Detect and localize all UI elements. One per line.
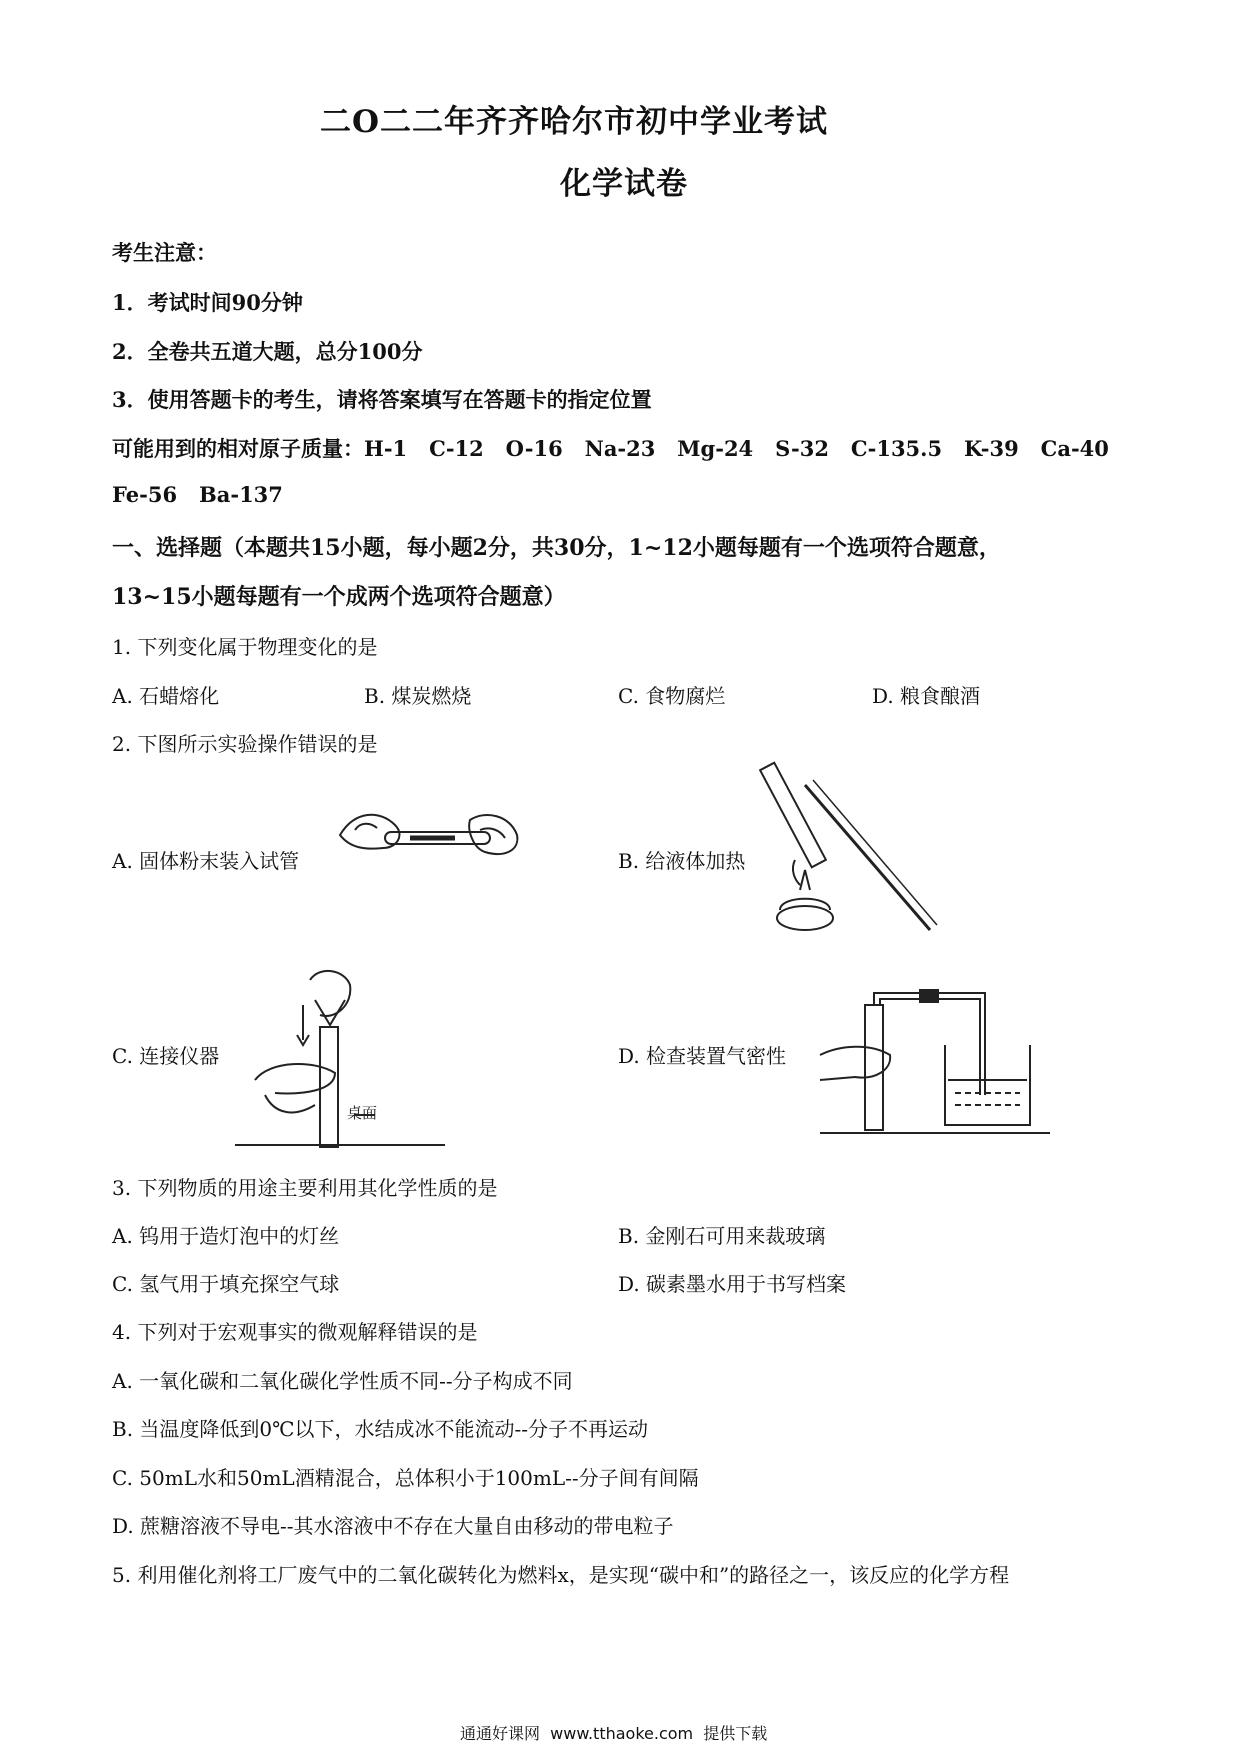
q3-option-c: C. 氢气用于填充探空气球	[112, 1272, 340, 1296]
notice-item-1: 1．考试时间90分钟	[112, 290, 303, 315]
q1-option-b: B. 煤炭燃烧	[364, 684, 472, 708]
exam-subtitle: 化学试卷	[560, 166, 688, 202]
page-footer: 通通好课网 www.tthaoke.com 提供下载	[460, 1724, 768, 1743]
q3-option-a: A. 钨用于造灯泡中的灯丝	[112, 1224, 340, 1248]
q3-option-d: D. 碳素墨水用于书写档案	[618, 1272, 847, 1296]
q2-option-c: C. 连接仪器	[112, 1044, 220, 1068]
q1-option-a: A. 石蜡熔化	[112, 684, 220, 708]
q1-option-d: D. 粮食酿酒	[872, 684, 981, 708]
section1-heading-line-1: 一、选择题（本题共15小题，每小题2分，共30分，1~12小题每题有一个选项符合题意，	[112, 535, 1001, 561]
q2-option-a: A. 固体粉末装入试管	[112, 849, 300, 873]
q2-option-d: D. 检查装置气密性	[618, 1044, 787, 1068]
notice-item-2: 2．全卷共五道大题，总分100分	[112, 339, 423, 364]
q1-option-c: C. 食物腐烂	[618, 684, 726, 708]
q4-option-d: D. 蔗糖溶液不导电--其水溶液中不存在大量自由移动的带电粒子	[112, 1514, 674, 1538]
q5-stem: 5. 利用催化剂将工厂废气中的二氧化碳转化为燃料x，是实现“碳中和”的路径之一，该反应的化学方程	[112, 1563, 1010, 1587]
q2-stem: 2. 下图所示实验操作错误的是	[112, 732, 378, 756]
figure-connecting-apparatus	[235, 965, 445, 1150]
section1-heading-line-2: 13~15小题每题有一个成两个选项符合题意）	[112, 584, 566, 610]
q3-stem: 3. 下列物质的用途主要利用其化学性质的是	[112, 1176, 498, 1200]
q2-option-b: B. 给液体加热	[618, 849, 746, 873]
exam-title: 二O二二年齐齐哈尔市初中学业考试	[320, 104, 829, 140]
notice-heading: 考生注意：	[112, 240, 217, 265]
notice-item-3: 3．使用答题卡的考生，请将答案填写在答题卡的指定位置	[112, 387, 652, 412]
q4-option-a: A. 一氧化碳和二氧化碳化学性质不同--分子构成不同	[112, 1369, 573, 1393]
figure-powder-into-tube	[335, 800, 525, 875]
desk-label: 桌面	[347, 1104, 378, 1122]
figure-airtightness-check	[820, 985, 1050, 1135]
q3-option-b: B. 金刚石可用来裁玻璃	[618, 1224, 826, 1248]
q1-stem: 1. 下列变化属于物理变化的是	[112, 635, 378, 659]
figure-heating-liquid	[765, 770, 965, 940]
q4-stem: 4. 下列对于宏观事实的微观解释错误的是	[112, 1320, 478, 1344]
q4-option-b: B. 当温度降低到0℃以下，水结成冰不能流动--分子不再运动	[112, 1417, 649, 1441]
q4-option-c: C. 50mL水和50mL酒精混合，总体积小于100mL--分子间有间隔	[112, 1466, 699, 1490]
atomic-masses-line-1: 可能用到的相对原子质量：H-1 C-12 O-16 Na-23 Mg-24 S-32 C-135.5 K-39 Ca-40	[112, 436, 1109, 461]
atomic-masses-line-2: Fe-56 Ba-137	[112, 482, 283, 507]
